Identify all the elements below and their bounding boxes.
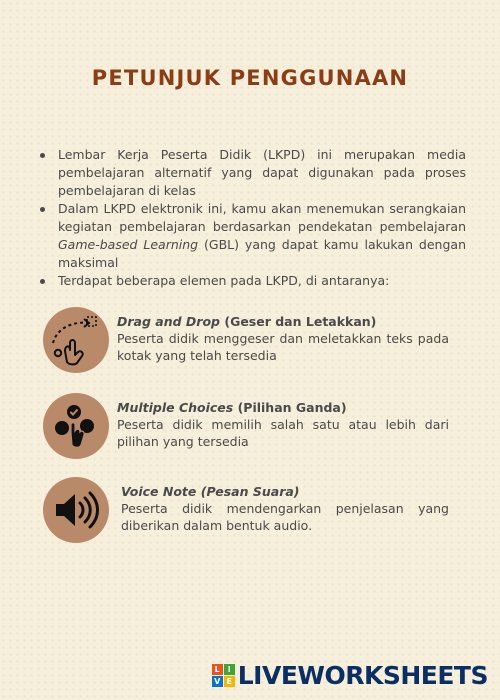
logo-letter: E: [224, 676, 235, 687]
instruction-text: Dalam LKPD elektronik ini, kamu akan menemukan serangkaian kegiatan pembelajaran berdasarkan pendekatan pembelajaran: [58, 201, 466, 234]
instruction-text: Lembar Kerja Peserta Didik (LKPD) ini merupakan media pembelajaran alternatif yang dapat digunakan pada proses pembelajaran di kelas: [58, 147, 466, 198]
drag-drop-icon: [43, 307, 109, 373]
logo-letter: V: [212, 676, 223, 687]
feature-title-italic: Multiple Choices: [117, 400, 234, 415]
feature-title-rest: (Geser dan Letakkan): [220, 314, 377, 329]
instruction-item: [38, 146, 466, 200]
liveworksheets-logo: [212, 660, 488, 690]
feature-description: Peserta didik memilih salah satu atau lebih dari pilihan yang tersedia: [117, 417, 449, 449]
feature-title: [117, 399, 449, 416]
feature-title: [121, 483, 449, 500]
feature-text: [117, 313, 449, 364]
feature-multiple-choice: [43, 393, 463, 463]
multiple-choice-icon: [43, 393, 109, 459]
feature-text: [117, 399, 449, 450]
page-title: PETUNJUK PENGGUNAAN: [91, 66, 409, 90]
speaker-icon: [43, 477, 109, 543]
logo-text: LIVEWORKSHEETS: [237, 660, 488, 690]
feature-text: [121, 483, 449, 534]
feature-title-italic: Voice Note (Pesan Suara): [121, 484, 300, 499]
feature-description: Peserta didik mendengarkan penjelasan yang diberikan dalam bentuk audio.: [121, 501, 449, 533]
logo-mark: [212, 664, 235, 687]
feature-title: [117, 313, 449, 330]
instruction-text: (GBL) yang dapat kamu lakukan dengan maksimal: [58, 237, 466, 270]
feature-drag-drop: [43, 307, 463, 377]
instruction-emphasis: Game-based Learning: [58, 237, 199, 252]
feature-title-italic: Drag and Drop: [117, 314, 220, 329]
instruction-item: [38, 272, 466, 290]
instruction-text: Terdapat beberapa elemen pada LKPD, di antaranya:: [58, 273, 390, 288]
logo-letter: I: [224, 664, 235, 675]
instruction-item: [38, 200, 466, 272]
instruction-list: [38, 146, 466, 290]
feature-voice-note: [43, 477, 463, 547]
feature-description: Peserta didik menggeser dan meletakkan teks pada kotak yang telah tersedia: [117, 331, 449, 363]
feature-title-rest: (Pilihan Ganda): [233, 400, 347, 415]
logo-letter: L: [212, 664, 223, 675]
